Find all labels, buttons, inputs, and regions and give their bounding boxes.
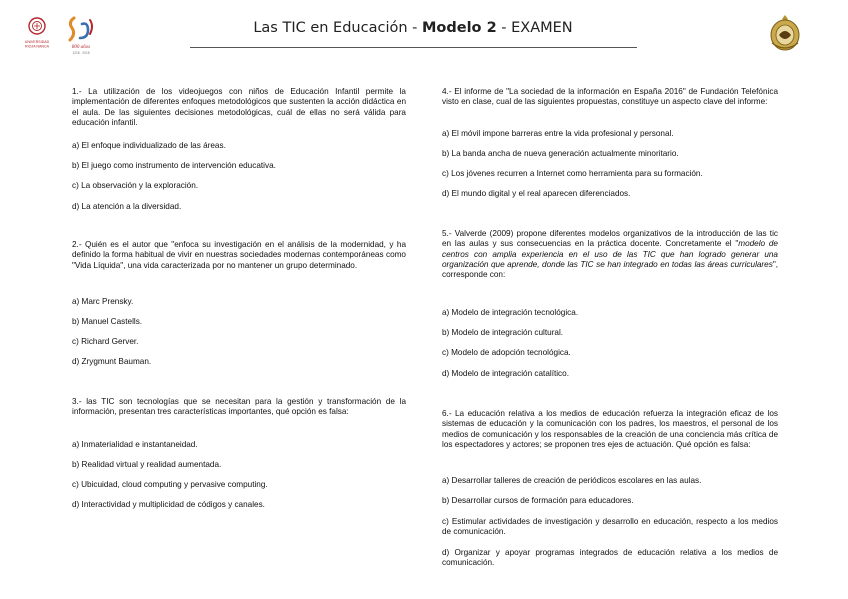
svg-text:RIOJA NANCA: RIOJA NANCA — [25, 44, 49, 49]
option: b) Desarrollar cursos de formación para educadores. — [442, 496, 634, 505]
option: d) Interactividad y multiplicidad de códigos y canales. — [72, 500, 265, 509]
university-seal-icon — [29, 18, 45, 34]
stem-text-end: ", corresponde con: — [442, 259, 778, 280]
faculty-seal-icon — [768, 13, 802, 53]
question-stem — [442, 229, 778, 280]
stem-text: 5.- Valverde (2009) propone diferentes modelos organizativos de la introducción de las tic en las aulas y sus consecuencias en la práctica docente. Concretamente el " — [442, 229, 778, 249]
title-prefix: Las TIC en Educación - — [253, 20, 422, 36]
option: b) Manuel Castells. — [72, 317, 143, 326]
option: c) Estimular actividades de investigación y desarrollo en educación, respecto a los medios de comunicación. — [442, 517, 778, 537]
question-stem: 2.- Quién es el autor que "enfoca su investigación en el análisis de la modernidad, y ha definido la forma habitual de vivir en nuestras sociedades modernas contemporáneas como "Vida Líquida", una vida caracterizada por no mantener un grupo determinado. — [72, 240, 406, 270]
option: a) Inmaterialidad e instantaneidad. — [72, 440, 198, 449]
title-divider — [190, 47, 637, 48]
option: d) Zrygmunt Bauman. — [72, 357, 152, 366]
question-stem: 4.- El informe de "La sociedad de la información en España 2016" de Fundación Telefónica visto en clase, cual de las siguientes propuestas, constituye un aspecto clave del informe: — [442, 87, 778, 107]
anniversary-logo-icon — [70, 18, 92, 55]
university-logos — [20, 14, 120, 60]
option: c) Richard Gerver. — [72, 337, 139, 346]
question-stem: 6.- La educación relativa a los medios de educación refuerza la integración eficaz de los sistemas de educación y la comunicación con los padres, los maestros, el personal de los medios de comunicación y los responsables de la creación de una conciencia más crítica de los espectadores y actores; se proponen tres ejes de actuación. Qué opción es falsa: — [442, 409, 778, 449]
option: a) El enfoque individualizado de las áreas. — [72, 141, 226, 150]
option: d) La atención a la diversidad. — [72, 202, 182, 211]
option: a) Modelo de integración tecnológica. — [442, 308, 579, 317]
option: b) La banda ancha de nueva generación actualmente minoritario. — [442, 149, 679, 158]
title-suffix: - EXAMEN — [496, 20, 573, 36]
option: d) Modelo de integración catalítico. — [442, 369, 569, 378]
svg-text:800 años: 800 años — [71, 45, 91, 50]
option: a) Desarrollar talleres de creación de periódicos escolares en las aulas. — [442, 476, 702, 485]
question-3 — [72, 397, 406, 418]
option: c) Ubicuidad, cloud computing y pervasive computing. — [72, 480, 268, 489]
question-5 — [442, 229, 778, 280]
question-stem: 3.- las TIC son tecnologías que se necesitan para la gestión y transformación de la información, presentan tres características importantes, qué opción es falsa: — [72, 397, 406, 417]
question-4 — [442, 87, 778, 108]
option: a) Marc Prensky. — [72, 297, 134, 306]
svg-text:1218 · 2018: 1218 · 2018 — [72, 51, 90, 55]
question-1 — [72, 87, 406, 128]
option: b) Modelo de integración cultural. — [442, 328, 564, 337]
option: b) Realidad virtual y realidad aumentada. — [72, 460, 222, 469]
page-title — [190, 20, 636, 36]
stem-italic-quote: modelo de centros con amplia experiencia en el uso de las TIC que han logrado generar una organización que aprende, donde las TIC se han integrado en todas las áreas curriculares — [442, 239, 778, 269]
option: a) El móvil impone barreras entre la vida profesional y personal. — [442, 129, 674, 138]
option: b) El juego como instrumento de intervención educativa. — [72, 161, 276, 170]
option: c) Los jóvenes recurren a Internet como herramienta para su formación. — [442, 169, 703, 178]
question-2 — [72, 240, 406, 271]
option: c) La observación y la exploración. — [72, 181, 199, 190]
title-model: Modelo 2 — [421, 20, 497, 36]
question-6 — [442, 409, 778, 450]
option: d) Organizar y apoyar programas integrados de educación relativa a los medios de comunicación. — [442, 548, 778, 568]
question-stem: 1.- La utilización de los videojuegos con niños de Educación Infantil permite la implementación de diferentes enfoques metodológicos que sustenten la acción didáctica en el aula. De las siguientes decisiones metodológicas, cuál de ellas no será válida para educación infantil. — [72, 87, 406, 127]
option: c) Modelo de adopción tecnológica. — [442, 348, 571, 357]
university-logo-text: UNIVERSIDAD — [24, 40, 50, 44]
option: d) El mundo digital y el real aparecen diferenciados. — [442, 189, 631, 198]
